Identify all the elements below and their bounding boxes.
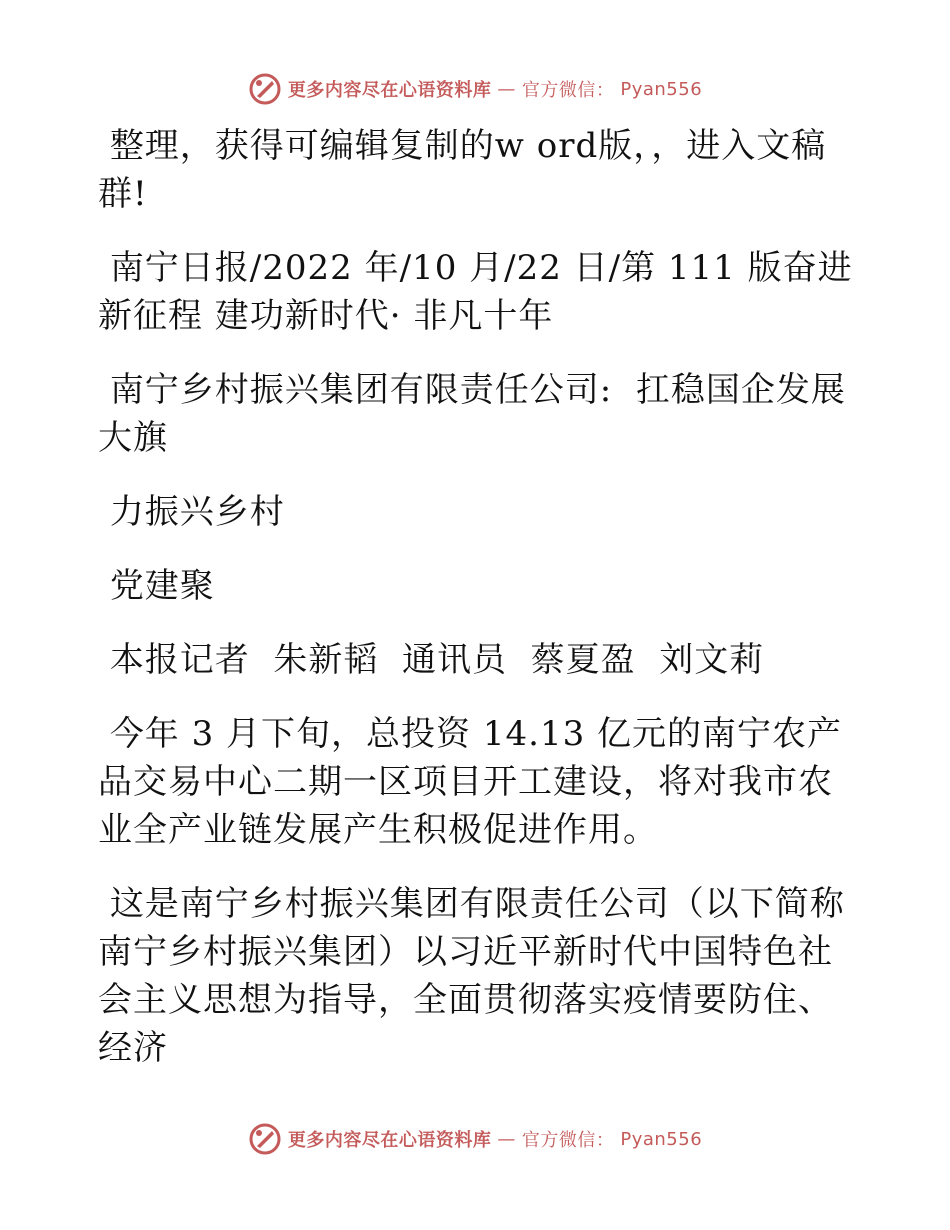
watermark-separator: — — [497, 1128, 516, 1150]
paragraph-headline: 南宁乡村振兴集团有限责任公司: 扛稳国企发展大旗 — [98, 370, 846, 458]
quill-logo-icon — [248, 72, 282, 106]
watermark-brand-text: 更多内容尽在心语资料库 — [287, 1130, 492, 1151]
paragraph-source: 南宁日报/2022 年/10 月/22 日/第 111 版奋进新征程 建功新时代· 非凡十年 — [98, 248, 853, 336]
paragraph-body-1: 今年 3 月下旬，总投资 14.13 亿元的南宁农产品交易中心二期一区项目开工建设，将对我市农业全产业链发展产生积极促进作用。 — [98, 714, 843, 850]
paragraph-body-2: 这是南宁乡村振兴集团有限责任公司（以下简称南宁乡村振兴集团）以习近平新时代中国特色社会主义思想为指导，全面贯彻落实疫情要防住、经济 — [98, 884, 845, 1068]
paragraph-intro: 整理，获得可编辑复制的w ord版，，进入文稿群! — [98, 126, 827, 214]
watermark-contact-label: 官方微信： — [521, 1130, 615, 1151]
watermark-contact-id: Pyan556 — [620, 1128, 703, 1150]
header-watermark — [0, 72, 950, 106]
watermark-contact-label: 官方微信： — [521, 80, 615, 101]
paragraph-subhead-2: 党建聚 — [98, 566, 215, 606]
watermark-brand-text: 更多内容尽在心语资料库 — [287, 80, 492, 101]
footer-watermark — [0, 1122, 950, 1156]
watermark-separator: — — [497, 78, 516, 100]
paragraph-byline: 本报记者 朱新韬 通讯员 蔡夏盈 刘文莉 — [98, 640, 765, 680]
quill-logo-icon — [248, 1122, 282, 1156]
document-body — [98, 122, 858, 1098]
paragraph-subhead-1: 力振兴乡村 — [98, 492, 285, 532]
watermark-contact-id: Pyan556 — [620, 78, 703, 100]
